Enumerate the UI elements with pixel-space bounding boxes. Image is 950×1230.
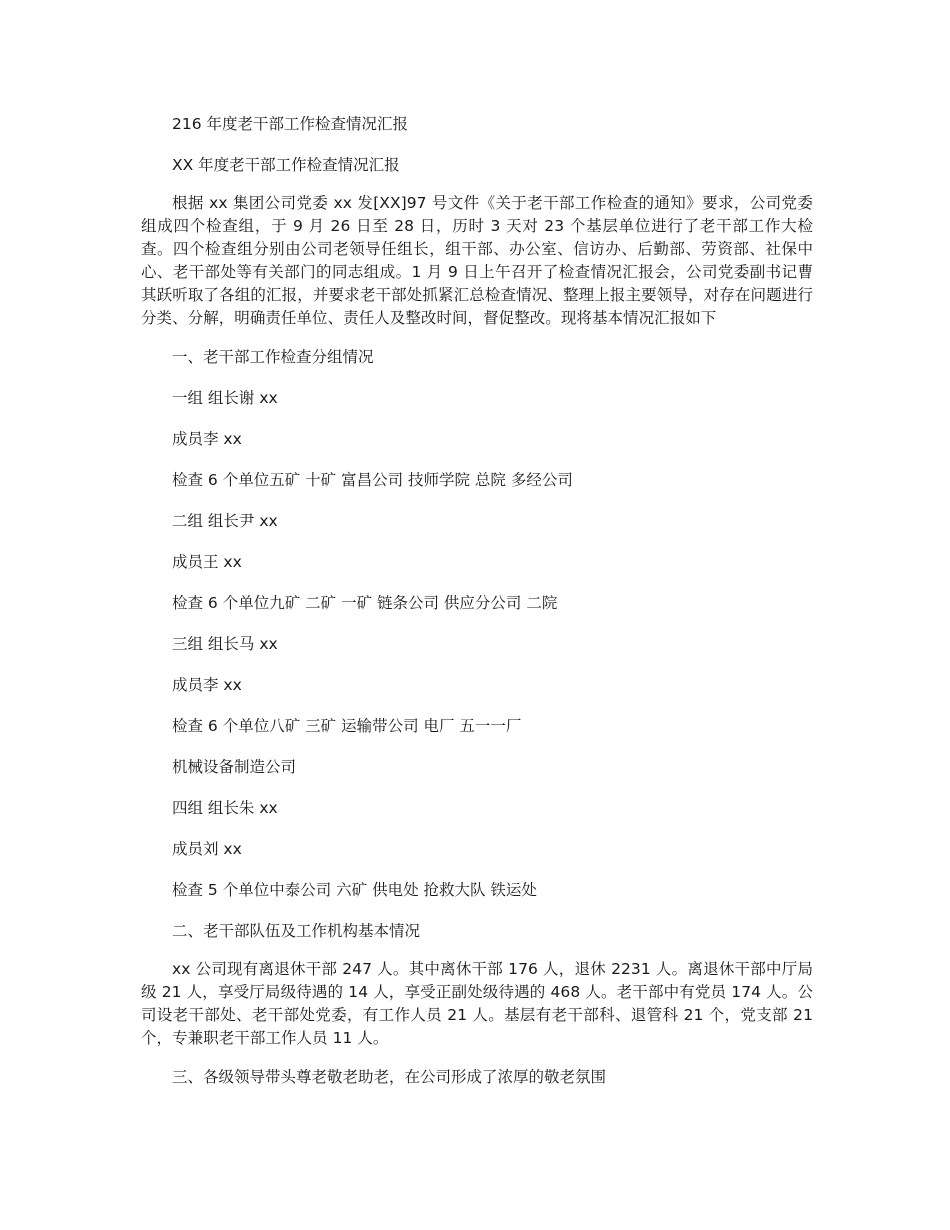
document-page [141,110,813,1104]
section2-paragraph: xx 公司现有离退休干部 247 人。其中离休干部 176 人，退休 2231 人。离退休干部中厅局级 21 人，享受厅局级待遇的 14 人，享受正副处级待遇的 468 人。老干部中有党员 174 人。公司设老干部处、老干部处党委，有工作人员 21 人。基层有老干部科、退管科 21 个，党支部 21 个，专兼职老干部工作人员 11 人。 [141,960,813,1047]
document-title: 216 年度老干部工作检查情况汇报 [172,115,409,133]
group2-units: 检查 6 个单位九矿 二矿 一矿 链条公司 供应分公司 二院 [172,594,558,612]
section2-heading: 二、老干部队伍及工作机构基本情况 [172,922,421,940]
intro-paragraph: 根据 xx 集团公司党委 xx 发[XX]97 号文件《关于老干部工作检查的通知》要求，公司党委组成四个检查组，于 9 月 26 日至 28 日，历时 3 天对 23 个基层单位进行了老干部工作大检查。四个检查组分别由公司老领导任组长，组干部、办公室、信访办、后勤部、劳资部、社保中心、老干部处等有关部门的同志组成。1 月 9 日上午召开了检查情况汇报会，公司党委副书记曹其跃听取了各组的汇报，并要求老干部处抓紧汇总检查情况、整理上报主要领导，对存在问题进行分类、分解，明确责任单位、责任人及整改时间，督促整改。现将基本情况汇报如下 [141,194,813,327]
document-subtitle: XX 年度老干部工作检查情况汇报 [172,156,400,174]
group2-member: 成员王 xx [172,553,242,571]
group1-units: 检查 6 个单位五矿 十矿 富昌公司 技师学院 总院 多经公司 [172,471,573,489]
group2-leader: 二组 组长尹 xx [172,512,278,530]
group1-leader: 一组 组长谢 xx [172,389,278,407]
group4-leader: 四组 组长朱 xx [172,799,278,817]
group4-member: 成员刘 xx [172,840,242,858]
group1-member: 成员李 xx [172,430,242,448]
group3-leader: 三组 组长马 xx [172,635,278,653]
section1-heading: 一、老干部工作检查分组情况 [172,348,374,366]
group3-member: 成员李 xx [172,676,242,694]
group4-units: 检查 5 个单位中泰公司 六矿 供电处 抢救大队 铁运处 [172,881,537,899]
section3-heading: 三、各级领导带头尊老敬老助老，在公司形成了浓厚的敬老氛围 [172,1068,607,1086]
group3-units: 检查 6 个单位八矿 三矿 运输带公司 电厂 五一一厂 [172,717,522,735]
group3-units-continued: 机械设备制造公司 [172,758,297,776]
